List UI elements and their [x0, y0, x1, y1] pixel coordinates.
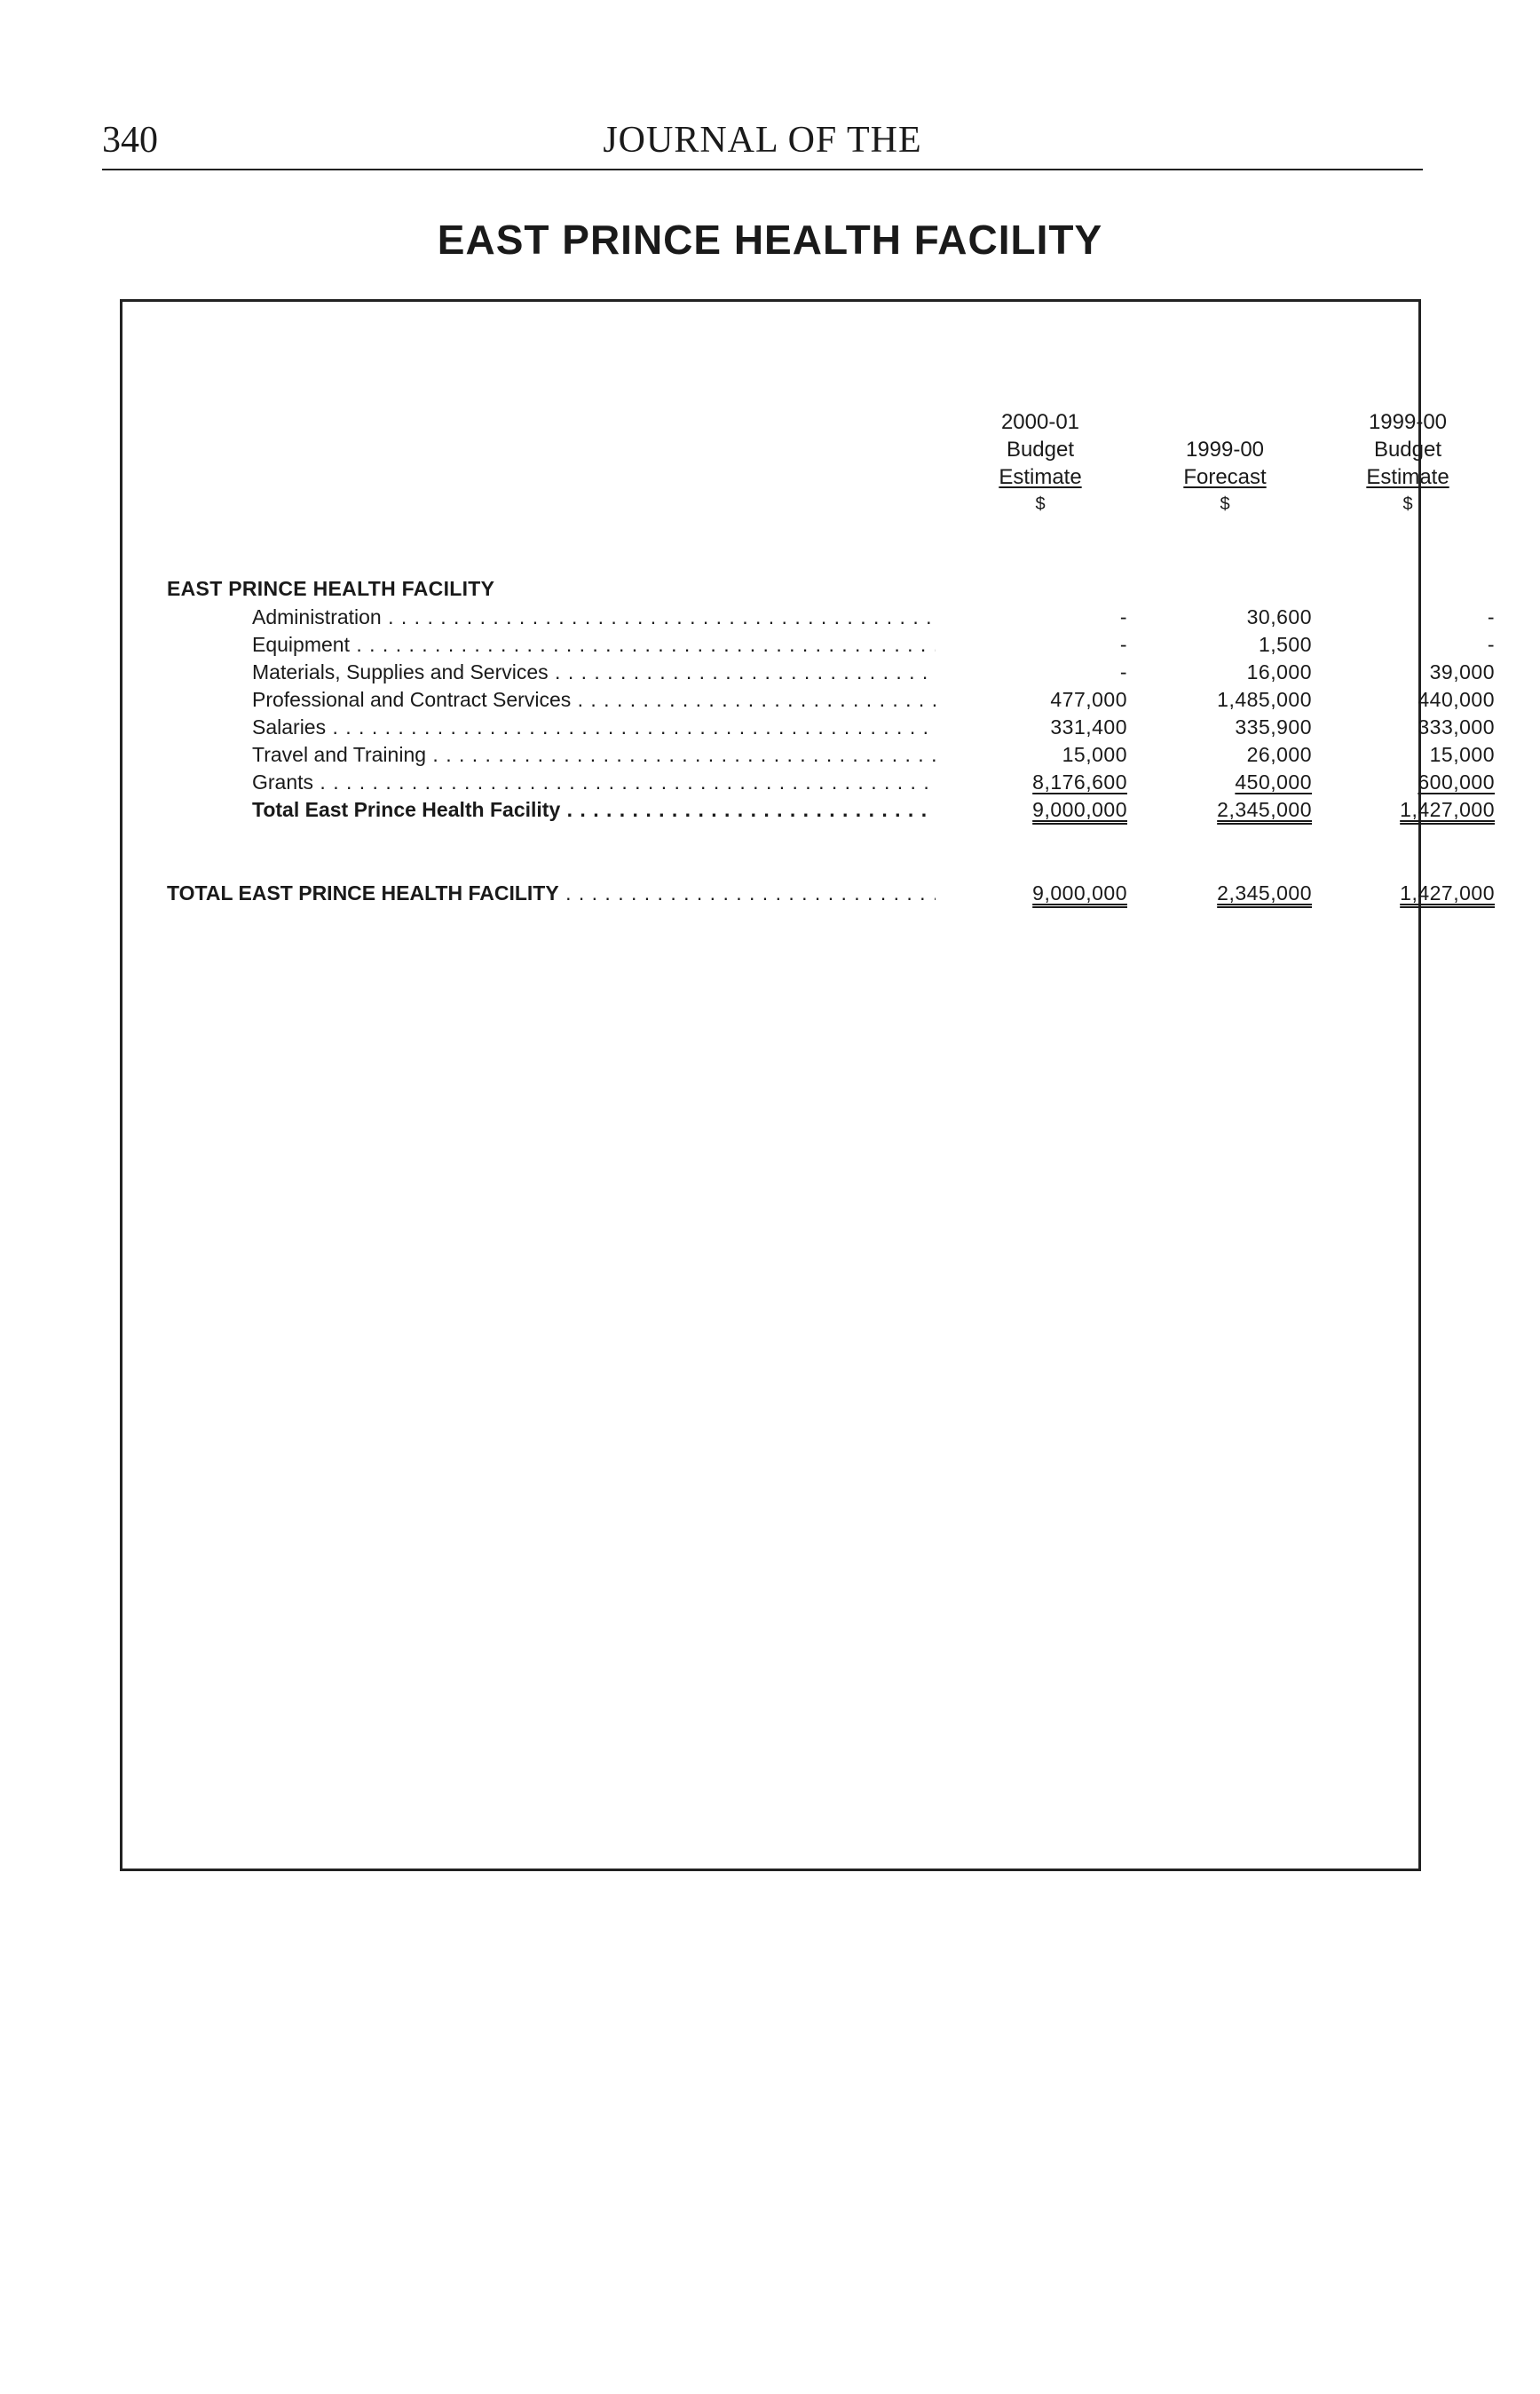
grand-total-value-2000-01: 9,000,000 — [1032, 881, 1127, 905]
table-row-salaries — [122, 714, 1495, 740]
table-row-equipment — [122, 631, 1495, 658]
subtotal-label: Total East Prince Health Facility . . . — [252, 796, 936, 823]
table-row-subtotal — [122, 796, 1495, 823]
row-value-1999-00-budget: 15,000 — [1429, 743, 1495, 766]
row-value-1999-00-forecast: 30,600 — [1246, 605, 1312, 628]
subtotal-value-1999-00-budget: 1,427,000 — [1400, 798, 1495, 821]
grand-total-value-1999-00-budget: 1,427,000 — [1400, 881, 1495, 905]
column-header-1999-00-forecast — [1118, 408, 1331, 518]
row-value-2000-01: 477,000 — [1050, 688, 1127, 711]
column-header-line3: Forecast — [1183, 465, 1267, 489]
row-label: Grants . . . — [252, 769, 936, 795]
subtotal-value-2000-01: 9,000,000 — [1032, 798, 1127, 821]
row-value-2000-01: 15,000 — [1062, 743, 1127, 766]
row-value-2000-01: - — [1119, 660, 1127, 683]
row-value-2000-01: 331,400 — [1050, 715, 1127, 739]
column-header-line1: 1999-00 — [1368, 410, 1448, 434]
table-row-administration — [122, 604, 1495, 630]
row-label: Equipment . . . — [252, 631, 936, 658]
row-label: Administration . . . — [252, 604, 936, 630]
column-header-currency: $ — [1220, 494, 1230, 514]
column-header-line3: Estimate — [1366, 465, 1449, 489]
running-title: JOURNAL OF THE — [603, 120, 922, 161]
column-header-currency: $ — [1035, 494, 1046, 514]
budget-table — [120, 299, 1495, 1871]
column-header-2000-01-budget-estimate — [934, 408, 1147, 518]
row-value-1999-00-budget: - — [1487, 633, 1495, 656]
row-value-1999-00-forecast: 1,500 — [1258, 633, 1312, 656]
row-label: Salaries . . . — [252, 714, 936, 740]
page-heading: EAST PRINCE HEALTH FACILITY — [437, 217, 1103, 263]
row-value-1999-00-budget: 600,000 — [1418, 770, 1495, 794]
column-header-line1: 2000-01 — [1000, 410, 1080, 434]
page-number: 340 — [102, 120, 158, 161]
column-header-line3: Estimate — [999, 465, 1082, 489]
row-value-1999-00-budget: 333,000 — [1418, 715, 1495, 739]
row-value-1999-00-forecast: 335,900 — [1235, 715, 1312, 739]
column-header-line2: 1999-00 — [1185, 438, 1265, 462]
grand-total-value-1999-00-forecast: 2,345,000 — [1217, 881, 1312, 905]
row-value-1999-00-forecast: 16,000 — [1246, 660, 1312, 683]
row-value-1999-00-budget: 440,000 — [1418, 688, 1495, 711]
column-header-line2: Budget — [1373, 438, 1442, 462]
row-value-2000-01: - — [1119, 605, 1127, 628]
row-value-1999-00-budget: - — [1487, 605, 1495, 628]
table-row-travel-training — [122, 741, 1495, 768]
running-head — [102, 114, 1423, 170]
table-row-materials — [122, 659, 1495, 685]
row-label: Travel and Training . . . — [252, 741, 936, 768]
column-header-line1 — [1118, 408, 1331, 436]
column-header-line2: Budget — [1006, 438, 1075, 462]
section-title: EAST PRINCE HEALTH FACILITY — [167, 577, 495, 600]
table-row-grand-total — [122, 879, 1495, 907]
row-value-1999-00-forecast: 1,485,000 — [1217, 688, 1312, 711]
table-row-professional-services — [122, 686, 1495, 713]
column-header-currency: $ — [1402, 494, 1413, 514]
row-value-2000-01: 8,176,600 — [1032, 770, 1127, 794]
subtotal-value-1999-00-forecast: 2,345,000 — [1217, 798, 1312, 821]
row-label: Professional and Contract Services . . . — [252, 686, 936, 713]
column-header-1999-00-budget-estimate — [1301, 408, 1514, 518]
row-value-1999-00-budget: 39,000 — [1429, 660, 1495, 683]
row-value-1999-00-forecast: 26,000 — [1246, 743, 1312, 766]
table-row-grants — [122, 769, 1495, 795]
row-label: Materials, Supplies and Services . . . — [252, 659, 936, 685]
grand-total-label: TOTAL EAST PRINCE HEALTH FACILITY . . . — [167, 879, 936, 907]
row-value-2000-01: - — [1119, 633, 1127, 656]
row-value-1999-00-forecast: 450,000 — [1235, 770, 1312, 794]
